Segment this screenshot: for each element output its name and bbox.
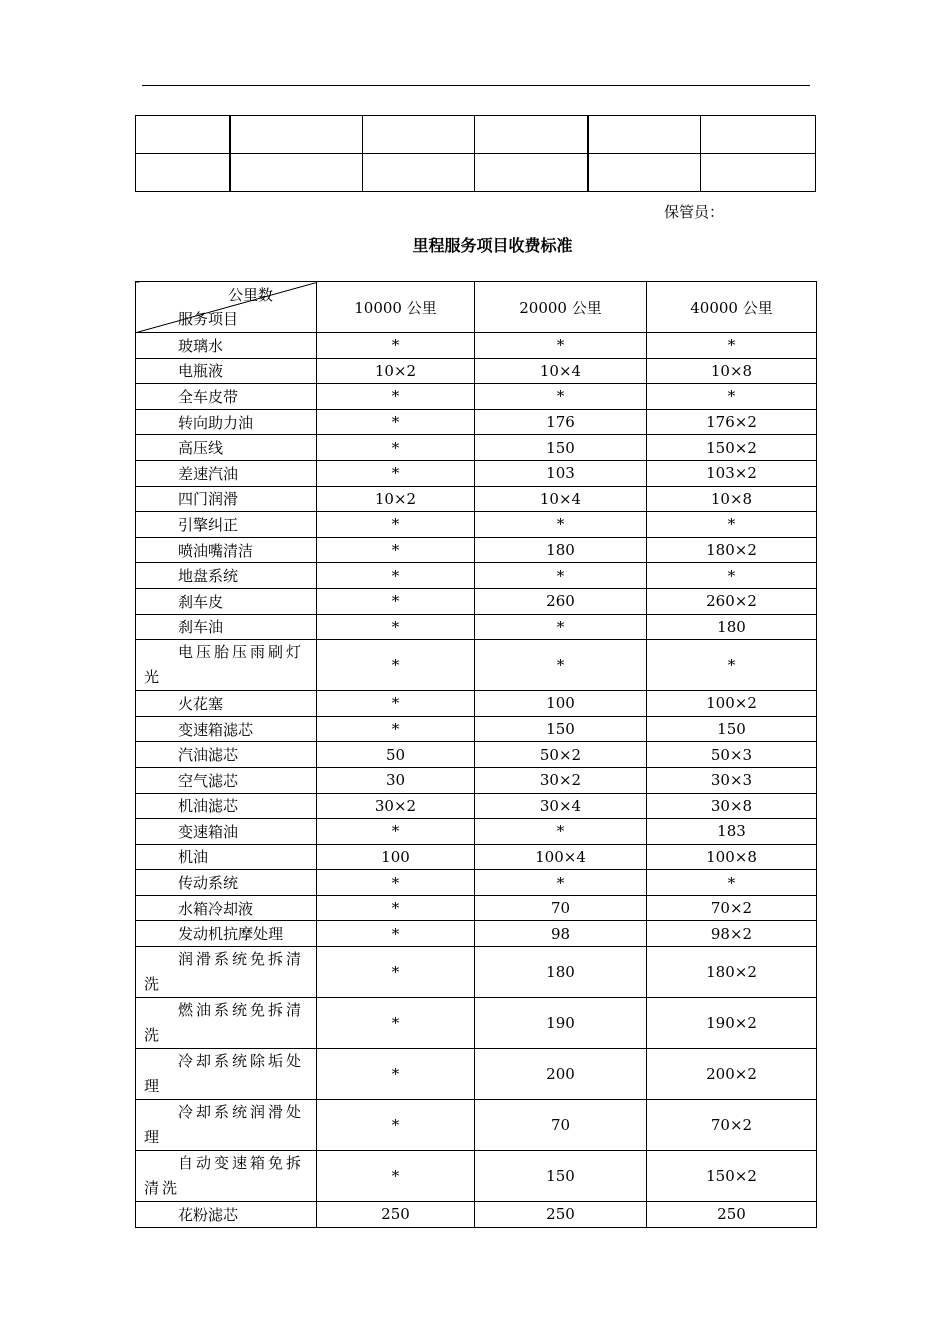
fee-cell: 10×8 bbox=[647, 486, 817, 512]
fee-cell: * bbox=[475, 614, 647, 640]
table-row bbox=[136, 895, 817, 921]
fee-cell: 260 bbox=[475, 588, 647, 614]
table-row bbox=[136, 691, 817, 717]
table-row bbox=[136, 742, 817, 768]
fee-cell: * bbox=[475, 870, 647, 896]
fee-cell: 180×2 bbox=[647, 947, 817, 998]
table-row bbox=[136, 767, 817, 793]
fee-table bbox=[135, 281, 817, 1228]
fee-cell: 98×2 bbox=[647, 921, 817, 947]
fee-cell: 100 bbox=[475, 691, 647, 717]
fee-cell: 70×2 bbox=[647, 895, 817, 921]
service-item-cell: 自动变速箱免拆清洗 bbox=[136, 1151, 317, 1202]
fee-cell: 100×8 bbox=[647, 844, 817, 870]
fee-cell: 30×2 bbox=[475, 767, 647, 793]
service-item-cell: 转向助力油 bbox=[136, 409, 317, 435]
fee-cell: * bbox=[317, 435, 475, 461]
fee-cell: 30 bbox=[317, 767, 475, 793]
fee-cell: 190 bbox=[475, 998, 647, 1049]
blank-cell bbox=[475, 116, 588, 154]
blank-cell bbox=[136, 154, 231, 192]
service-item-cell: 电瓶液 bbox=[136, 358, 317, 384]
fee-cell: 150 bbox=[475, 716, 647, 742]
fee-cell: 190×2 bbox=[647, 998, 817, 1049]
service-item-cell: 水箱冷却液 bbox=[136, 895, 317, 921]
fee-cell: * bbox=[317, 537, 475, 563]
fee-cell: * bbox=[317, 947, 475, 998]
fee-cell: * bbox=[317, 691, 475, 717]
fee-cell: * bbox=[317, 716, 475, 742]
fee-cell: * bbox=[647, 563, 817, 589]
fee-cell: 180 bbox=[647, 614, 817, 640]
blank-cell bbox=[230, 154, 362, 192]
fee-cell: 50×2 bbox=[475, 742, 647, 768]
fee-cell: 150 bbox=[647, 716, 817, 742]
blank-cell bbox=[136, 116, 231, 154]
fee-cell: 30×2 bbox=[317, 793, 475, 819]
fee-cell: * bbox=[647, 640, 817, 691]
table-row bbox=[136, 409, 817, 435]
service-item-cell: 玻璃水 bbox=[136, 333, 317, 359]
service-item-cell: 发动机抗摩处理 bbox=[136, 921, 317, 947]
service-item-cell: 冷却系统润滑处理 bbox=[136, 1100, 317, 1151]
service-item-cell: 刹车皮 bbox=[136, 588, 317, 614]
fee-cell: * bbox=[317, 921, 475, 947]
blank-cell bbox=[230, 116, 362, 154]
table-row bbox=[136, 819, 817, 845]
fee-cell: * bbox=[475, 333, 647, 359]
fee-cell: 50×3 bbox=[647, 742, 817, 768]
service-item-cell: 刹车油 bbox=[136, 614, 317, 640]
fee-cell: * bbox=[317, 998, 475, 1049]
table-row bbox=[136, 358, 817, 384]
blank-record-table bbox=[135, 115, 816, 192]
table-row bbox=[136, 870, 817, 896]
fee-cell: * bbox=[317, 588, 475, 614]
fee-cell: 180×2 bbox=[647, 537, 817, 563]
column-header: 40000 公里 bbox=[647, 282, 817, 333]
service-item-cell: 地盘系统 bbox=[136, 563, 317, 589]
table-row bbox=[136, 563, 817, 589]
column-header: 20000 公里 bbox=[475, 282, 647, 333]
fee-cell: 180 bbox=[475, 947, 647, 998]
service-item-cell: 传动系统 bbox=[136, 870, 317, 896]
table-row bbox=[136, 435, 817, 461]
table-row bbox=[136, 588, 817, 614]
table-row bbox=[136, 1151, 817, 1202]
blank-cell bbox=[588, 116, 701, 154]
fee-cell: 30×3 bbox=[647, 767, 817, 793]
service-item-label: 服务项目 bbox=[178, 310, 239, 328]
fee-cell: 30×4 bbox=[475, 793, 647, 819]
blank-cell bbox=[588, 154, 701, 192]
fee-cell: 70 bbox=[475, 1100, 647, 1151]
service-item-cell: 冷却系统除垢处理 bbox=[136, 1049, 317, 1100]
table-row bbox=[136, 947, 817, 998]
fee-cell: 100×4 bbox=[475, 844, 647, 870]
blank-cell bbox=[362, 154, 475, 192]
diagonal-header-cell bbox=[136, 282, 317, 333]
service-item-cell: 高压线 bbox=[136, 435, 317, 461]
fee-cell: 10×2 bbox=[317, 486, 475, 512]
fee-cell: * bbox=[647, 512, 817, 538]
blank-cell bbox=[701, 154, 816, 192]
table-row bbox=[136, 512, 817, 538]
table-row bbox=[136, 921, 817, 947]
fee-cell: 50 bbox=[317, 742, 475, 768]
table-row bbox=[136, 460, 817, 486]
service-item-cell: 空气滤芯 bbox=[136, 767, 317, 793]
service-item-cell: 四门润滑 bbox=[136, 486, 317, 512]
service-item-cell: 汽油滤芯 bbox=[136, 742, 317, 768]
table-row bbox=[136, 640, 817, 691]
fee-cell: * bbox=[317, 384, 475, 410]
fee-cell: 183 bbox=[647, 819, 817, 845]
header-row bbox=[136, 282, 817, 333]
fee-cell: 30×8 bbox=[647, 793, 817, 819]
fee-cell: 250 bbox=[647, 1202, 817, 1228]
fee-cell: 100 bbox=[317, 844, 475, 870]
fee-cell: * bbox=[317, 1049, 475, 1100]
fee-cell: 150 bbox=[475, 1151, 647, 1202]
fee-cell: * bbox=[317, 614, 475, 640]
fee-cell: 103×2 bbox=[647, 460, 817, 486]
fee-cell: 250 bbox=[317, 1202, 475, 1228]
fee-cell: * bbox=[317, 333, 475, 359]
fee-cell: * bbox=[317, 1151, 475, 1202]
fee-cell: 10×8 bbox=[647, 358, 817, 384]
service-item-cell: 火花塞 bbox=[136, 691, 317, 717]
service-item-cell: 喷油嘴清洁 bbox=[136, 537, 317, 563]
fee-cell: * bbox=[475, 640, 647, 691]
table-row bbox=[136, 333, 817, 359]
table-row bbox=[136, 1100, 817, 1151]
service-item-cell: 差速汽油 bbox=[136, 460, 317, 486]
header-rule bbox=[142, 85, 810, 86]
table-row bbox=[136, 614, 817, 640]
column-header: 10000 公里 bbox=[317, 282, 475, 333]
service-item-cell: 花粉滤芯 bbox=[136, 1202, 317, 1228]
fee-cell: * bbox=[317, 409, 475, 435]
fee-cell: * bbox=[475, 563, 647, 589]
fee-cell: * bbox=[647, 384, 817, 410]
fee-cell: 180 bbox=[475, 537, 647, 563]
fee-cell: * bbox=[317, 563, 475, 589]
service-item-cell: 变速箱油 bbox=[136, 819, 317, 845]
blank-cell bbox=[362, 116, 475, 154]
fee-cell: 103 bbox=[475, 460, 647, 486]
fee-cell: * bbox=[317, 895, 475, 921]
fee-cell: 70×2 bbox=[647, 1100, 817, 1151]
table-row bbox=[136, 537, 817, 563]
fee-cell: 250 bbox=[475, 1202, 647, 1228]
table-row bbox=[136, 1049, 817, 1100]
table-row bbox=[136, 384, 817, 410]
km-label: 公里数 bbox=[228, 286, 274, 304]
fee-cell: * bbox=[317, 460, 475, 486]
fee-cell: * bbox=[475, 512, 647, 538]
service-item-cell: 变速箱滤芯 bbox=[136, 716, 317, 742]
fee-cell: 10×4 bbox=[475, 486, 647, 512]
fee-cell: * bbox=[475, 384, 647, 410]
fee-cell: 10×4 bbox=[475, 358, 647, 384]
fee-cell: 10×2 bbox=[317, 358, 475, 384]
fee-cell: * bbox=[317, 819, 475, 845]
page-title: 里程服务项目收费标准 bbox=[412, 236, 573, 255]
fee-cell: * bbox=[475, 819, 647, 845]
fee-cell: * bbox=[647, 870, 817, 896]
fee-cell: 100×2 bbox=[647, 691, 817, 717]
service-item-cell: 燃油系统免拆清洗 bbox=[136, 998, 317, 1049]
blank-cell bbox=[701, 116, 816, 154]
service-item-cell: 润滑系统免拆清洗 bbox=[136, 947, 317, 998]
table-row bbox=[136, 1202, 817, 1228]
fee-cell: 176 bbox=[475, 409, 647, 435]
table-row bbox=[136, 486, 817, 512]
fee-cell: * bbox=[317, 1100, 475, 1151]
table-row bbox=[136, 844, 817, 870]
fee-cell: * bbox=[317, 512, 475, 538]
service-item-cell: 全车皮带 bbox=[136, 384, 317, 410]
fee-cell: 150×2 bbox=[647, 435, 817, 461]
table-row bbox=[136, 793, 817, 819]
service-item-cell: 机油 bbox=[136, 844, 317, 870]
fee-cell: * bbox=[647, 333, 817, 359]
fee-cell: 150 bbox=[475, 435, 647, 461]
table-row bbox=[136, 998, 817, 1049]
service-item-cell: 机油滤芯 bbox=[136, 793, 317, 819]
fee-cell: 200 bbox=[475, 1049, 647, 1100]
fee-cell: 260×2 bbox=[647, 588, 817, 614]
fee-cell: 98 bbox=[475, 921, 647, 947]
keeper-label: 保管员： bbox=[664, 203, 725, 221]
blank-cell bbox=[475, 154, 588, 192]
fee-cell: 176×2 bbox=[647, 409, 817, 435]
fee-cell: 200×2 bbox=[647, 1049, 817, 1100]
fee-cell: 70 bbox=[475, 895, 647, 921]
service-item-cell: 电压胎压雨刷灯光 bbox=[136, 640, 317, 691]
fee-cell: * bbox=[317, 640, 475, 691]
table-row bbox=[136, 716, 817, 742]
fee-cell: 150×2 bbox=[647, 1151, 817, 1202]
service-item-cell: 引擎纠正 bbox=[136, 512, 317, 538]
fee-cell: * bbox=[317, 870, 475, 896]
blank-row bbox=[136, 154, 816, 192]
blank-row bbox=[136, 116, 816, 154]
